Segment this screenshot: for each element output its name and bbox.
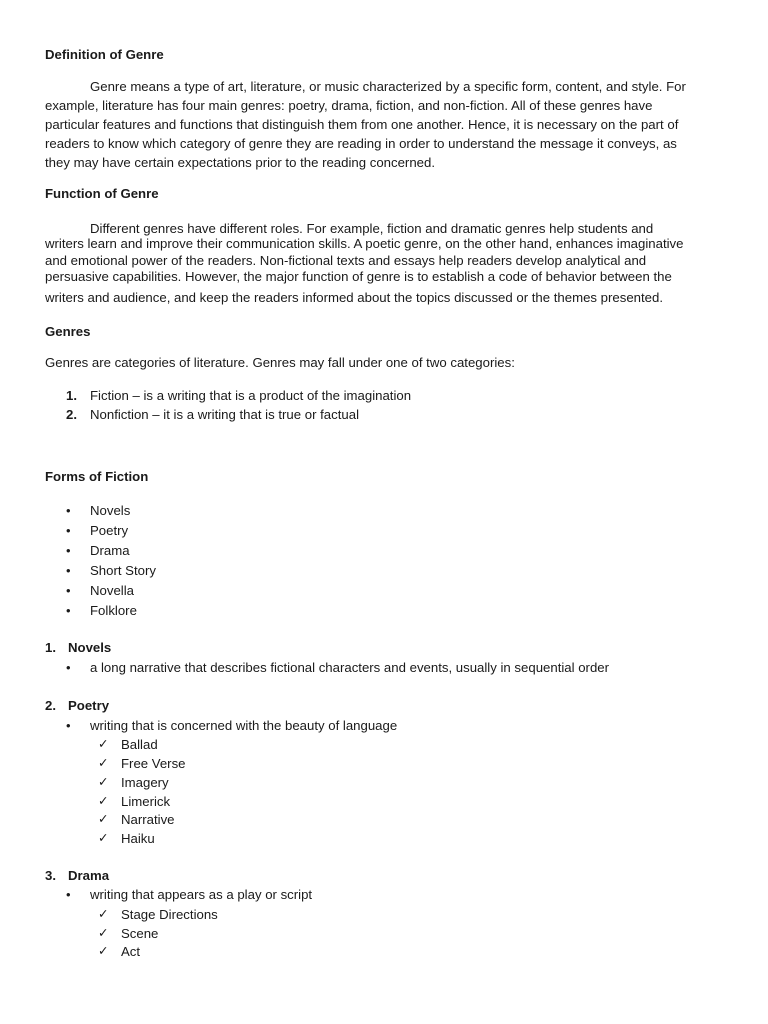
list-item: Drama [90,543,130,558]
sub-item: Act [121,944,141,959]
check-icon: ✓ [98,756,109,770]
list-item: Poetry [90,523,129,538]
section-number: 1. [45,640,56,655]
check-icon: ✓ [98,907,109,921]
sub-item: Stage Directions [121,907,218,922]
genres-intro: Genres are categories of literature. Genres may fall under one of two categories: [45,355,515,370]
paragraph-line: they may have certain expectations prior to the reading concerned. [45,155,435,170]
sub-item: Narrative [121,812,175,827]
sub-item: Haiku [121,831,155,846]
section-title-drama: Drama [68,868,110,883]
section-title-poetry: Poetry [68,698,110,713]
bullet-icon: • [66,603,71,618]
paragraph-line: and emotional power of the readers. Non-fictional texts and essays help readers develop analytical and [45,253,647,268]
section-number: 2. [45,698,56,713]
bullet-icon: • [66,718,71,733]
section-description: writing that is concerned with the beauty of language [90,718,398,733]
paragraph-line: persuasive capabilities. However, the major function of genre is to establish a code of behavior between the [45,269,672,284]
heading-genres: Genres [45,324,91,339]
list-item: Novels [90,503,131,518]
check-icon: ✓ [98,926,109,940]
bullet-icon: • [66,887,71,902]
list-item: Nonfiction – it is a writing that is true or factual [90,407,359,422]
check-icon: ✓ [98,794,109,808]
list-number: 1. [66,388,77,403]
sub-item: Free Verse [121,756,186,771]
paragraph-line: example, literature has four main genres: poetry, drama, fiction, and non-fiction. All of these genres have [45,98,653,113]
paragraph-line: Genre means a type of art, literature, or music characterized by a specific form, content, and style. For [90,79,686,94]
heading-function-of-genre: Function of Genre [45,186,159,201]
sub-item: Limerick [121,794,171,809]
paragraph-line: Different genres have different roles. For example, fiction and dramatic genres help students and [90,221,654,236]
sub-item: Ballad [121,737,158,752]
list-number: 2. [66,407,77,422]
section-description: writing that appears as a play or script [90,887,313,902]
list-item: Fiction – is a writing that is a product of the imagination [90,388,412,403]
paragraph-line: particular features and functions that distinguish them from one another. Hence, it is necessary on the part of [45,117,679,132]
list-item: Novella [90,583,134,598]
check-icon: ✓ [98,812,109,826]
bullet-icon: • [66,563,71,578]
heading-definition-of-genre: Definition of Genre [45,47,164,62]
list-item: Folklore [90,603,137,618]
check-icon: ✓ [98,737,109,751]
paragraph-line: writers learn and improve their communication skills. A poetic genre, on the other hand, enhances imaginative [45,236,684,251]
check-icon: ✓ [98,831,109,845]
bullet-icon: • [66,503,71,518]
check-icon: ✓ [98,775,109,789]
heading-forms-of-fiction: Forms of Fiction [45,469,149,484]
bullet-icon: • [66,660,71,675]
bullet-icon: • [66,583,71,598]
check-icon: ✓ [98,944,109,958]
sub-item: Scene [121,926,159,941]
list-item: Short Story [90,563,156,578]
section-title-novels: Novels [68,640,112,655]
paragraph-line: readers to know which category of genre they are reading in order to understand the message it conveys, as [45,136,677,151]
paragraph-line: writers and audience, and keep the readers informed about the topics discussed or the themes presented. [45,290,663,305]
bullet-icon: • [66,523,71,538]
bullet-icon: • [66,543,71,558]
section-description: a long narrative that describes fictional characters and events, usually in sequential order [90,660,610,675]
sub-item: Imagery [121,775,169,790]
section-number: 3. [45,868,56,883]
